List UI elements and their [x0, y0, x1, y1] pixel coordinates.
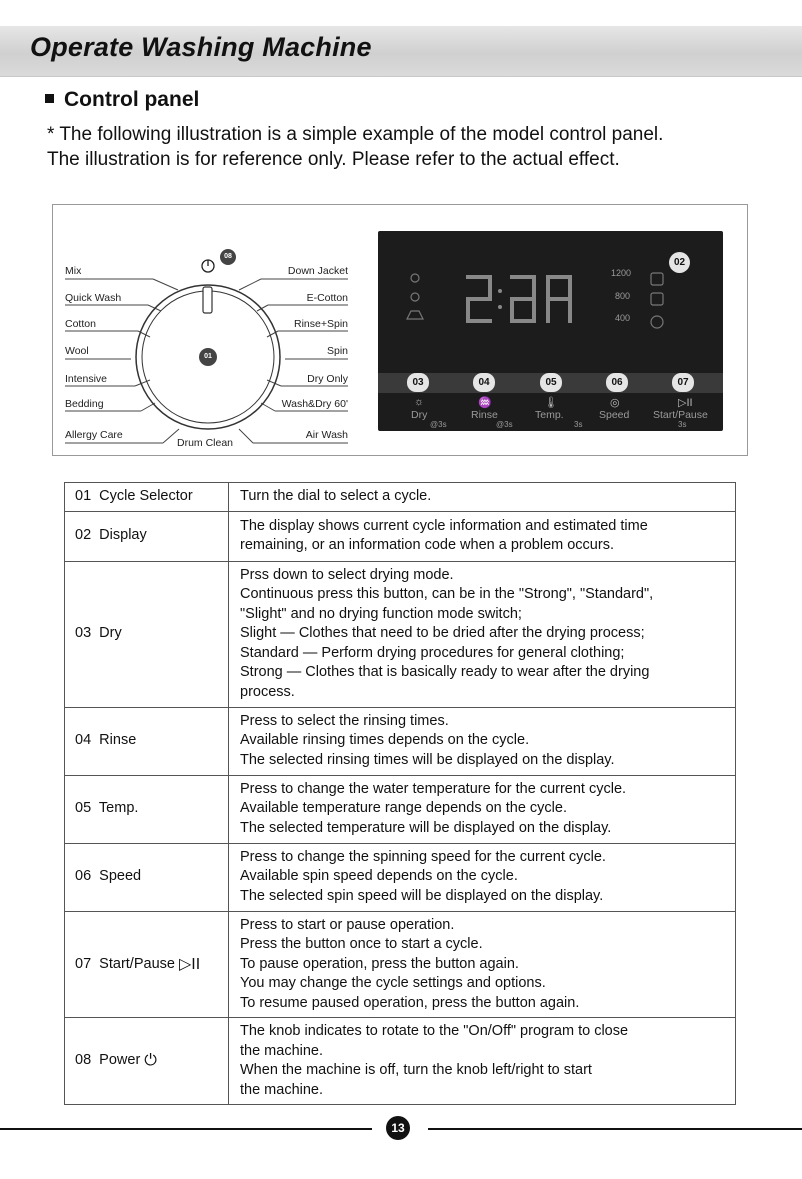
speed-800: 800 [615, 291, 631, 301]
button-badge-dry: 03 [407, 373, 429, 392]
table-row-label-inner [75, 867, 227, 887]
table-row-label-text: 01 Cycle Selector [75, 488, 193, 504]
speed-400: 400 [615, 313, 631, 323]
table-row [65, 511, 736, 561]
description-line: Available rinsing times depends on the cycle. [240, 732, 530, 749]
dial-label-left-2: Quick Wash [65, 292, 122, 304]
description-line: To resume paused operation, press the button again. [240, 994, 580, 1011]
table-row-label [65, 911, 229, 1018]
intro-line-2: The illustration is for reference only. Please refer to the actual effect. [47, 149, 620, 170]
dial-label-left-4: Wool [65, 345, 89, 357]
display-digits [378, 231, 723, 371]
page-number: 13 [386, 1116, 410, 1140]
description-line: remaining, or an information code when a problem occurs. [240, 537, 614, 553]
description-line: The selected temperature will be displayed on the display. [240, 819, 612, 836]
table-row [65, 483, 736, 512]
header-band [0, 26, 802, 77]
rinse-icon: ♒ [478, 397, 492, 409]
button-badge-temp: 05 [540, 373, 562, 392]
cycle-dial-area [53, 205, 373, 455]
table-row-label-inner [75, 955, 227, 975]
button-badge-speed: 06 [606, 373, 628, 392]
dial-label-right-7: Air Wash [305, 429, 348, 441]
description-line: Available temperature range depends on the cycle. [240, 800, 568, 817]
speed-1200: 1200 [611, 268, 632, 278]
footer-rule-right [428, 1128, 802, 1130]
table-row [65, 1018, 736, 1105]
table-row-description [229, 775, 736, 843]
button-sub-temp: 3s [574, 420, 583, 429]
description-line: the machine. [240, 1042, 324, 1059]
table-row-label-inner [75, 526, 227, 546]
page-title: Operate Washing Machine [30, 32, 372, 62]
table-row [65, 843, 736, 911]
table-row-label-text: 07 Start/Pause [75, 955, 175, 972]
table-row-label [65, 561, 229, 707]
table-row-label-inner [75, 624, 227, 644]
table-row-label-text: 02 Display [75, 527, 147, 544]
table-row-label-text: 08 Power [75, 1052, 141, 1069]
dial-lines [53, 205, 373, 455]
description-line: Continuous press this button, can be in the "Strong", "Standard", [240, 586, 654, 603]
footer-rule-left [0, 1128, 372, 1130]
dial-label-left-7: Allergy Care [65, 429, 123, 441]
control-panel-table [64, 482, 736, 1105]
display-panel [378, 231, 723, 431]
start-pause-icon: ▷II [678, 397, 693, 409]
start-pause-icon: ▷II [178, 955, 201, 973]
description-line: process. [240, 683, 295, 700]
section-heading [45, 88, 199, 112]
table-row-label-text: 04 Rinse [75, 732, 137, 749]
table-row-label-inner [75, 1051, 227, 1071]
table-row-label-text: 06 Speed [75, 868, 142, 885]
intro-text [47, 122, 767, 172]
button-label-speed: Speed [599, 409, 630, 421]
table-row-description [229, 561, 736, 707]
description-line: To pause operation, press the button again. [240, 955, 519, 972]
table-row-label-inner [75, 799, 227, 819]
speed-icon: ◎ [610, 397, 620, 409]
button-sub-start-pause: 3s [678, 420, 687, 429]
description-line: "Slight" and no drying function mode switch; [240, 605, 522, 622]
dial-label-left-1: Mix [65, 265, 82, 277]
dial-badge-power: 08 [220, 249, 236, 265]
button-label-temp: Temp. [535, 409, 564, 421]
table-row-label [65, 707, 229, 775]
table-row-description [229, 1018, 736, 1105]
button-badge-rinse: 04 [473, 373, 495, 392]
bullet-square [45, 94, 54, 103]
description-line: Standard — Perform drying procedures for general clothing; [240, 644, 625, 661]
table-row-description [229, 511, 736, 561]
button-label-rinse: Rinse [471, 409, 498, 421]
table-row-label-text: 03 Dry [75, 625, 122, 642]
description-line: The display shows current cycle information and estimated time [240, 517, 648, 534]
dial-label-right-6: Wash&Dry 60' [281, 398, 348, 410]
description-line: The selected rinsing times will be displayed on the display. [240, 751, 615, 768]
description-line: The selected spin speed will be displayed on the display. [240, 887, 604, 904]
temp-icon: 🌡 [544, 397, 558, 409]
description-line: Press to start or pause operation. [240, 916, 455, 933]
intro-line-1: * The following illustration is a simple example of the model control panel. [47, 124, 664, 145]
table-row-label [65, 843, 229, 911]
dial-label-left-5: Intensive [65, 373, 108, 385]
description-line: When the machine is off, turn the knob left/right to start [240, 1062, 592, 1078]
table-row-description [229, 843, 736, 911]
dial-label-left-3: Cotton [65, 318, 96, 330]
table-row [65, 911, 736, 1018]
table-row-description [229, 911, 736, 1018]
display-badge: 02 [669, 252, 690, 273]
table-row-label [65, 775, 229, 843]
table-row-description [229, 707, 736, 775]
description-line: Available spin speed depends on the cycle. [240, 868, 518, 885]
dial-label-bottom: Drum Clean [177, 437, 234, 449]
button-label-dry: Dry [411, 409, 428, 421]
button-sub-rinse: @3s [496, 420, 513, 429]
description-line: Prss down to select drying mode. [240, 566, 454, 583]
button-sub-dry: @3s [430, 420, 447, 429]
button-label-start-pause: Start/Pause [653, 409, 708, 421]
description-line: the machine. [240, 1081, 324, 1098]
table-row-label [65, 1018, 229, 1105]
table-row-label [65, 511, 229, 561]
description-line: Strong — Clothes that is basically ready to wear after the drying [240, 664, 650, 681]
dial-label-right-4: Spin [326, 345, 348, 357]
dial-label-right-5: Dry Only [307, 373, 348, 385]
section-heading-text: Control panel [64, 88, 200, 111]
description-line: Slight — Clothes that need to be dried after the drying process; [240, 625, 645, 642]
description-line: Press to select the rinsing times. [240, 712, 449, 729]
dial-label-left-6: Bedding [65, 398, 104, 410]
power-icon: ⏻ [144, 1052, 157, 1070]
description-line: Turn the dial to select a cycle. [240, 488, 432, 504]
table-row-description [229, 483, 736, 512]
control-panel-illustration [52, 204, 748, 456]
dial-label-right-2: E-Cotton [306, 292, 348, 304]
description-line: Press to change the spinning speed for the current cycle. [240, 848, 606, 865]
description-line: Press the button once to start a cycle. [240, 936, 483, 952]
table-row-label-inner [75, 731, 227, 751]
table-row [65, 775, 736, 843]
table-row-label-inner [75, 487, 227, 507]
dial-label-right-1: Down Jacket [287, 265, 348, 277]
button-badge-start-pause: 07 [672, 373, 694, 392]
dry-icon: ☼ [414, 396, 425, 408]
table-row [65, 561, 736, 707]
description-line: The knob indicates to rotate to the "On/Off" program to close [240, 1023, 629, 1039]
table-row-label-text: 05 Temp. [75, 800, 139, 817]
description-line: Press to change the water temperature for the current cycle. [240, 780, 627, 797]
dial-badge-center: 01 [199, 348, 217, 366]
table-row-label [65, 483, 229, 512]
dial-label-right-3: Rinse+Spin [294, 318, 348, 330]
description-line: You may change the cycle settings and options. [240, 975, 546, 991]
table-row [65, 707, 736, 775]
